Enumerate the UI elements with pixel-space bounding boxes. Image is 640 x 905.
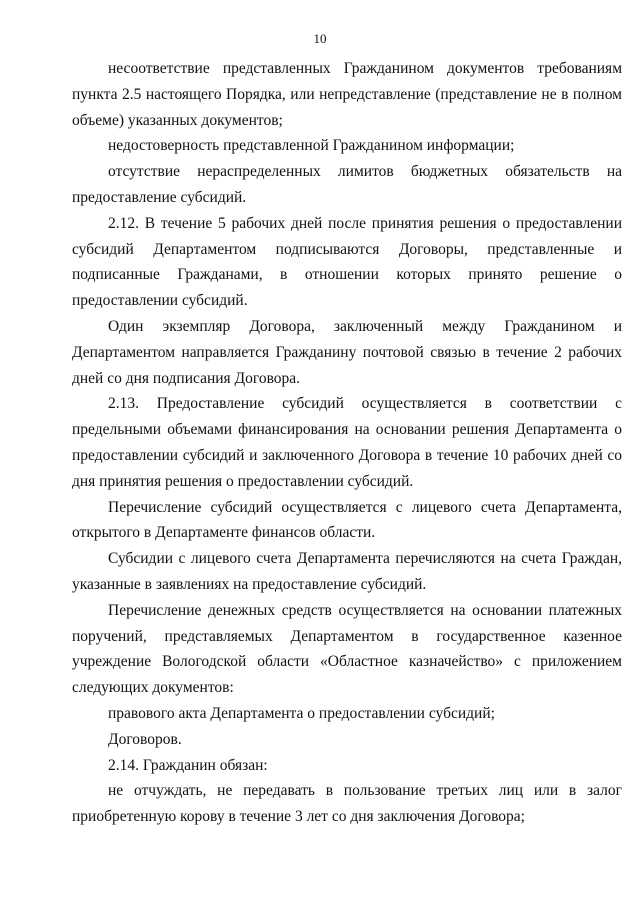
paragraph-contracts: Договоров. — [108, 730, 182, 748]
paragraph-2-13: 2.13. Предоставление субсидий осуществляется в соответствии с предельными объемами финансирования на основании решения Департамента о предоставлении субсидий и заключенного Договора в течение 10 рабочих дней со дня принятия решения о предоставлении субсидий. — [72, 395, 622, 490]
paragraph-legal-act: правового акта Департамента о предоставлении субсидий; — [108, 704, 495, 722]
paragraph-payment-orders: Перечисление денежных средств осуществляется на основании платежных поручений, представляемых Департаментом в государственное казенное учреждение Вологодской области «Областное казначейство» с приложением следующих документов: — [72, 601, 622, 697]
paragraph-unreliable-info: недостоверность представленной Гражданином информации; — [108, 137, 515, 155]
paragraph-transfer-account: Перечисление субсидий осуществляется с лицевого счета Департамента, открытого в Департаменте финансов области. — [72, 498, 622, 542]
paragraph-2-12: 2.12. В течение 5 рабочих дней после принятия решения о предоставлении субсидий Департаментом подписываются Договоры, представленные и подписанные Гражданами, в отношении которых принято решение о предоставлении субсидий. — [72, 214, 622, 310]
paragraph-contract-copy: Один экземпляр Договора, заключенный между Гражданином и Департаментом направляется Гражданину почтовой связью в течение 2 рабочих дней со дня подписания Договора. — [72, 317, 622, 387]
paragraph-2-14: 2.14. Гражданин обязан: — [108, 756, 268, 774]
page-number: 10 — [313, 31, 327, 46]
document-body — [72, 56, 622, 830]
paragraph-subsidies-transfer: Субсидии с лицевого счета Департамента перечисляются на счета Граждан, указанные в заявлениях на предоставление субсидий. — [72, 550, 622, 593]
paragraph-no-alienation: не отчуждать, не передавать в пользование третьих лиц или в залог приобретенную корову в течение 3 лет со дня заключения Договора; — [72, 782, 622, 826]
paragraph-no-limits: отсутствие нераспределенных лимитов бюджетных обязательств на предоставление субсидий. — [72, 163, 622, 206]
paragraph-nonconformity: несоответствие представленных Гражданином документов требованиям пункта 2.5 настоящего Порядка, или непредставление (представление не в полном объеме) указанных документов; — [72, 60, 622, 129]
